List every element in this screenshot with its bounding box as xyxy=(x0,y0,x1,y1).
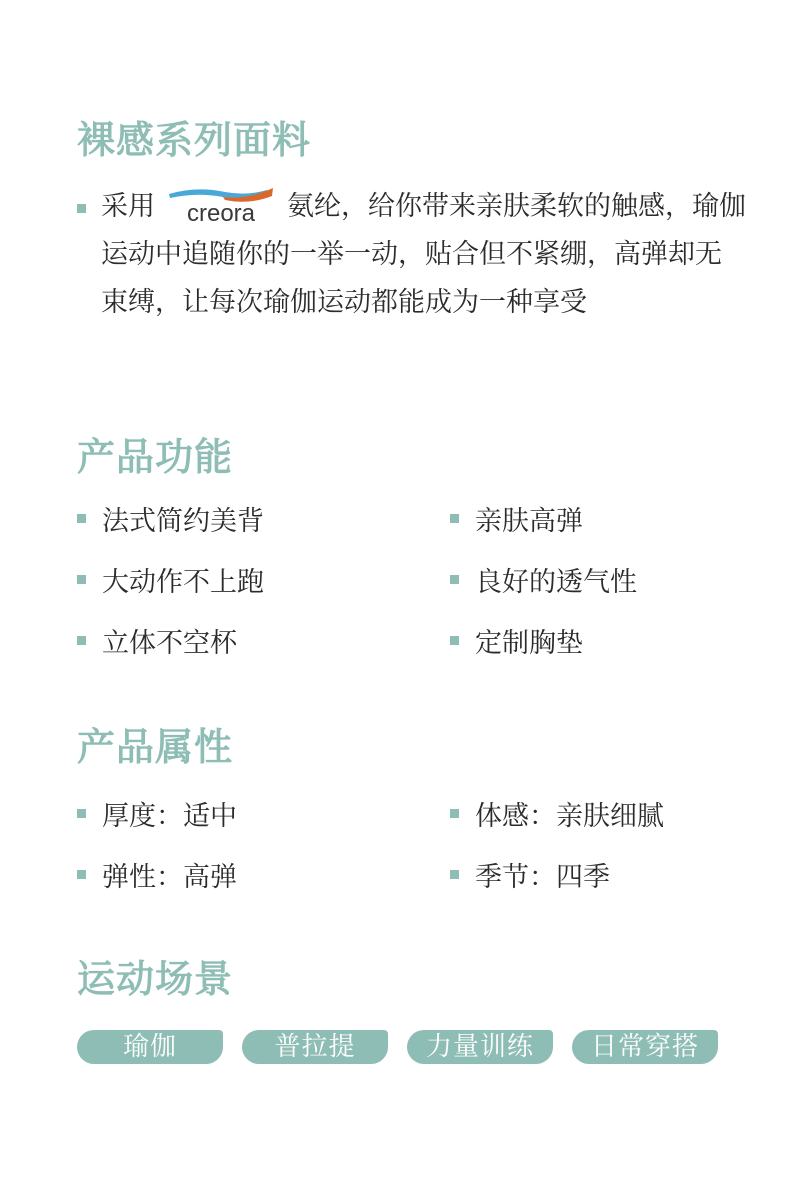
attribute-item xyxy=(77,857,237,891)
attribute-label: 体感：亲肤细腻 xyxy=(475,800,664,832)
bullet-icon xyxy=(77,575,86,584)
feature-item xyxy=(77,501,264,535)
bullet-icon xyxy=(450,514,459,523)
feature-label: 法式简约美背 xyxy=(102,505,264,537)
section-title-attributes: 产品属性 xyxy=(77,725,234,769)
feature-item xyxy=(450,623,583,657)
feature-item xyxy=(77,562,264,596)
scene-tag: 日常穿搭 xyxy=(572,1030,718,1064)
fabric-paragraph xyxy=(101,183,747,327)
section-title-scenes: 运动场景 xyxy=(77,957,234,1001)
feature-item xyxy=(450,501,583,535)
attribute-label: 季节：四季 xyxy=(475,861,610,893)
feature-item xyxy=(77,623,237,657)
bullet-icon xyxy=(77,204,86,213)
bullet-icon xyxy=(77,636,86,645)
bullet-icon xyxy=(77,514,86,523)
fabric-text-before-logo: 采用 xyxy=(101,191,155,222)
feature-label: 良好的透气性 xyxy=(475,566,637,598)
bullet-icon xyxy=(450,870,459,879)
section-title-features: 产品功能 xyxy=(77,435,234,479)
attribute-item xyxy=(450,796,664,830)
bullet-icon xyxy=(77,809,86,818)
scene-tag: 普拉提 xyxy=(242,1030,388,1064)
fabric-description xyxy=(77,183,747,327)
fabric-text-after-logo: 氨纶，给你带来亲肤柔软的触感，瑜伽运动中追随你的一举一动，贴合但不紧绷，高弹却无束缚，让每次瑜伽运动都能成为一种享受 xyxy=(101,191,746,318)
bullet-icon xyxy=(77,870,86,879)
feature-label: 大动作不上跑 xyxy=(102,566,264,598)
section-title-fabric: 裸感系列面料 xyxy=(77,118,312,162)
feature-label: 定制胸垫 xyxy=(475,627,583,659)
feature-item xyxy=(450,562,637,596)
attribute-label: 弹性：高弹 xyxy=(102,861,237,893)
creora-logo xyxy=(167,186,275,224)
feature-label: 立体不空杯 xyxy=(102,627,237,659)
feature-label: 亲肤高弹 xyxy=(475,505,583,537)
attribute-item xyxy=(77,796,237,830)
bullet-icon xyxy=(450,636,459,645)
scene-tag: 力量训练 xyxy=(407,1030,553,1064)
attribute-label: 厚度：适中 xyxy=(102,800,237,832)
creora-logo-text: creora xyxy=(186,199,256,224)
attribute-item xyxy=(450,857,610,891)
bullet-icon xyxy=(450,809,459,818)
bullet-icon xyxy=(450,575,459,584)
scene-tag: 瑜伽 xyxy=(77,1030,223,1064)
